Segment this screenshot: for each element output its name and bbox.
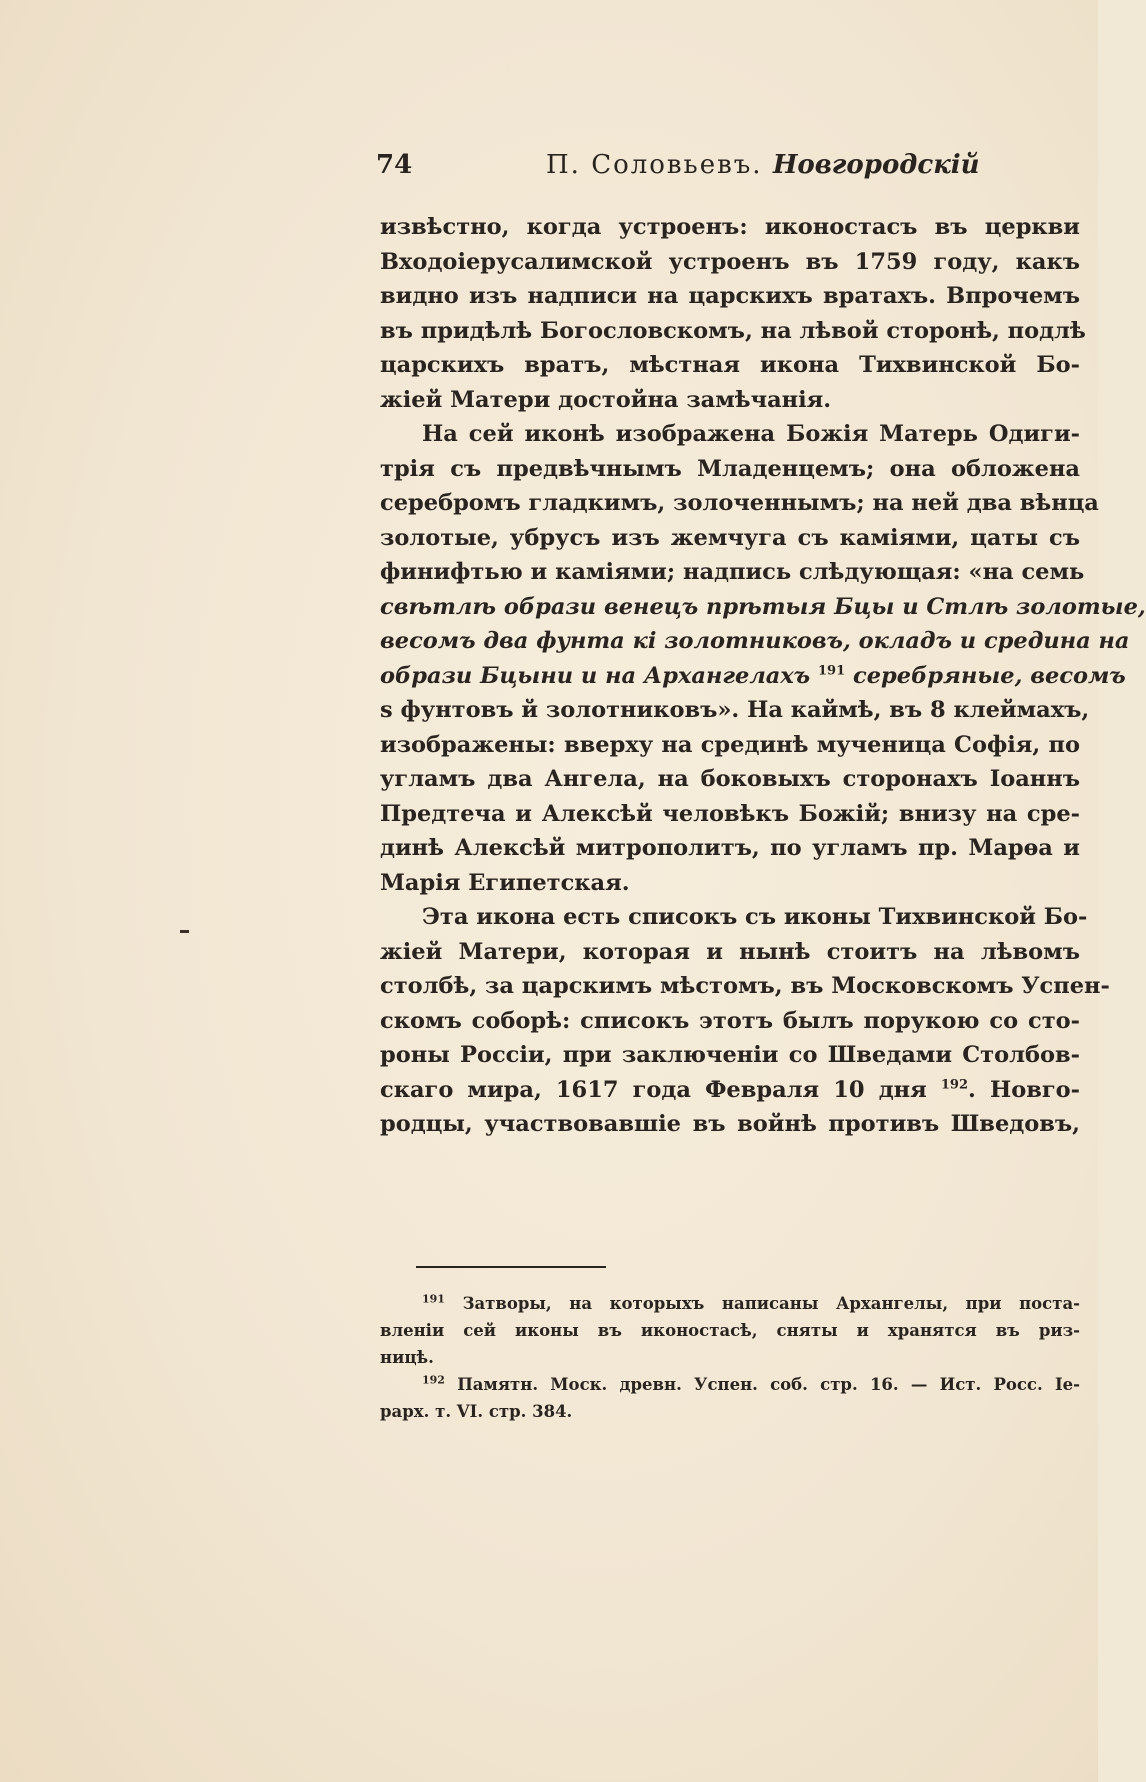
footnote-text: Затворы, на которыхъ написаны Архангелы, при поста- [462, 1294, 1080, 1313]
footnotes [380, 1290, 1080, 1425]
text-line: Марія Египетская. [380, 869, 630, 896]
text-line: скомъ соборѣ: списокъ этотъ былъ порукою со сто- [380, 1007, 1080, 1034]
text-fragment: образи Бцыни и на Архангелахъ [380, 662, 811, 689]
text-line: жіей Матери достойна замѣчанія. [380, 386, 832, 413]
text-line: Входоіерусалимской устроенъ въ 1759 году, какъ [380, 248, 1080, 275]
text-line: серебромъ гладкимъ, золоченнымъ; на ней два вѣнца [380, 490, 1099, 516]
author-name: П. Соловьевъ. [546, 150, 763, 180]
text-line: весомъ два фунта кі золотниковъ, окладъ и средина на [380, 628, 1130, 654]
text-line: роны Россіи, при заключеніи со Шведами Столбов- [380, 1042, 1080, 1068]
text-line: жіей Матери, которая и нынѣ стоитъ на лѣвомъ [380, 938, 1080, 965]
footnote-divider [416, 1266, 606, 1268]
text-line: ѕ фунтовъ й золотниковъ». На каймѣ, въ 8 клеймахъ, [380, 697, 1090, 723]
footnote-number: 191 [422, 1292, 445, 1306]
text-line: динѣ Алексѣй митрополитъ, по угламъ пр. Марѳа и [380, 835, 1080, 861]
footnote-191 [380, 1290, 1080, 1317]
running-header [376, 150, 1076, 190]
text-line: видно изъ надписи на царскихъ вратахъ. Впрочемъ [380, 283, 1080, 309]
text-line: извѣстно, когда устроенъ: иконостасъ въ церкви [380, 214, 1080, 240]
running-author [546, 150, 980, 180]
text-line: финифтью и каміями; надпись слѣдующая: «на семь [380, 559, 1085, 585]
text-line: столбѣ, за царскимъ мѣстомъ, въ Московскомъ Успен- [380, 973, 1110, 999]
footnote-ref-191: 191 [818, 663, 846, 678]
text-line: трія съ предвѣчнымъ Младенцемъ; она обложена [380, 455, 1080, 482]
footnote-ref-192: 192 [940, 1077, 969, 1092]
footnote-line: ницѣ. [380, 1348, 434, 1367]
text-line: угламъ два Ангела, на боковыхъ сторонахъ Іоаннъ [380, 766, 1080, 792]
footnote-line: вленіи сей иконы въ иконостасѣ, сняты и хранятся въ риз- [380, 1321, 1080, 1340]
text-line: царскихъ вратъ, мѣстная икона Тихвинской Бо- [380, 352, 1080, 378]
footnote-number: 192 [422, 1373, 445, 1387]
body-text [380, 210, 1146, 1142]
text-line: На сей иконѣ изображена Божія Матерь Одиги- [422, 421, 1080, 447]
text-fragment: . Новго- [968, 1076, 1080, 1103]
text-fragment: серебряные, весомъ [853, 662, 1126, 689]
text-line: свѣтлѣ образи венецъ прѣтыя Бцы и Стлѣ золотые, [380, 593, 1146, 620]
page-number: 74 [376, 150, 413, 180]
text-fragment: скаго мира, 1617 года Февраля 10 дня [380, 1076, 927, 1103]
text-line: изображены: вверху на срединѣ мученица Софія, по [380, 731, 1080, 758]
text-line: родцы, участвовавшіе въ войнѣ противъ Шведовъ, [380, 1111, 1080, 1137]
footnote-192 [380, 1371, 1080, 1398]
text-line: Эта икона есть списокъ съ иконы Тихвинской Бо- [422, 904, 1088, 930]
text-line: Предтеча и Алексѣй человѣкъ Божій; внизу на сре- [380, 800, 1080, 827]
text-line [380, 1073, 1080, 1108]
footnote-text: Памятн. Моск. древн. Успен. соб. стр. 16. — Ист. Росс. Іе- [457, 1375, 1081, 1394]
text-line: золотые, убрусъ изъ жемчуга съ каміями, цаты съ [380, 524, 1080, 551]
running-title: Новгородскій [772, 150, 980, 180]
text-line [380, 659, 1126, 694]
footnote-line: рарх. т. VI. стр. 384. [380, 1402, 573, 1421]
page-speck [180, 930, 189, 933]
text-line: въ придѣлѣ Богословскомъ, на лѣвой сторонѣ, подлѣ [380, 317, 1086, 344]
